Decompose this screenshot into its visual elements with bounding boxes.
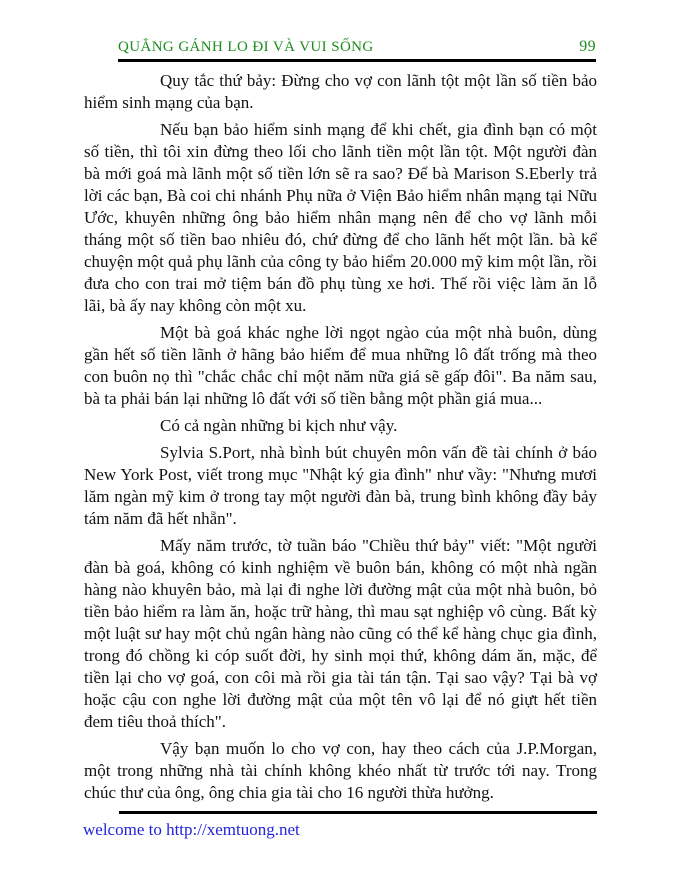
paragraph: Quy tắc thứ bảy: Đừng cho vợ con lãnh tột một lần số tiền bảo hiểm sinh mạng của bạn. — [84, 71, 597, 112]
body-text — [84, 70, 597, 809]
paragraph: Có cả ngàn những bi kịch như vậy. — [160, 416, 398, 435]
running-title: QUẲNG GÁNH LO ĐI VÀ VUI SỐNG — [118, 39, 374, 55]
page-header — [118, 38, 596, 56]
paragraph: Sylvia S.Port, nhà bình bút chuyên môn vấn đề tài chính ở báo New York Post, viết trong mục "Nhật ký gia đình" như vầy: "Nhưng mươi lăm ngàn mỹ kim ở trong tay một người đàn bà, trung bình không đầy bảy tám năm đã hết nhẵn". — [84, 443, 597, 528]
footer-rule — [119, 811, 597, 814]
paragraph: Mấy năm trước, tờ tuần báo "Chiều thứ bảy" viết: "Một người đàn bà goá, không có kinh nghiệm về buôn bán, không có một nhà ngần hàng nào khuyên bảo, mà lại đi nghe lời đường mật của một nhà buôn, bỏ tiền bảo hiểm ra làm ăn, hoặc trữ hàng, thì mau sạt nghiệp vô cùng. Bất kỳ một luật sư hay một chủ ngân hàng nào cũng có thể kể hàng chục gia đình, trong đó chồng ki cóp suốt đời, hy sinh mọi thứ, không dám ăn, mặc, để tiền lại cho vợ goá, con côi mà rồi gia tài tán tận. Tại sao vậy? Tại bà vợ hoặc cậu con nghe lời đường mật của một tên vô lại để nó giựt hết tiền đem tiêu thoả thích". — [84, 536, 597, 731]
paragraph: Vậy bạn muốn lo cho vợ con, hay theo cách của J.P.Morgan, một trong những nhà tài chính không khéo nhất từ trước tới nay. Trong chúc thư của ông, ông chia gia tài cho 16 người thừa hưởng. — [84, 739, 597, 802]
page-number: 99 — [579, 38, 596, 55]
header-rule — [118, 59, 596, 62]
paragraph: Một bà goá khác nghe lời ngọt ngào của một nhà buôn, dùng gần hết số tiền lãnh ở hãng bảo hiểm để mua những lô đất trống mà theo con buôn nọ thì "chắc chắc chỉ một năm nữa giá sẽ gấp đôi". Ba năm sau, bà ta phải bán lại những lô đất với số tiền bằng một phần giá mua... — [84, 323, 597, 408]
footer-website-link[interactable]: welcome to http://xemtuong.net — [83, 820, 300, 839]
paragraph: Nếu bạn bảo hiểm sinh mạng để khi chết, gia đình bạn có một số tiền, thì tôi xin đừng theo lối cho lãnh tiền một lần tột. Một người đàn bà mới goá mà lãnh một số tiền lớn sẽ ra sao? Để bà Marison S.Eberly trả lời các bạn, Bà coi chi nhánh Phụ nữa ở Viện Bảo hiểm nhân mạng tại Nữu Ước, khuyên những ông bảo hiểm nhân mạng nên để cho vợ lãnh mỗi tháng một số tiền bao nhiêu đó, chứ đừng để cho lãnh hết một lần. bà kể chuyện một quả phụ lãnh của công ty bảo hiểm 20.000 mỹ kim một lần, rồi đưa cho con trai mở tiệm bán đồ phụ tùng xe hơi. Thế rồi việc làm ăn lỗ lãi, bà ấy nay không còn một xu. — [84, 120, 597, 315]
